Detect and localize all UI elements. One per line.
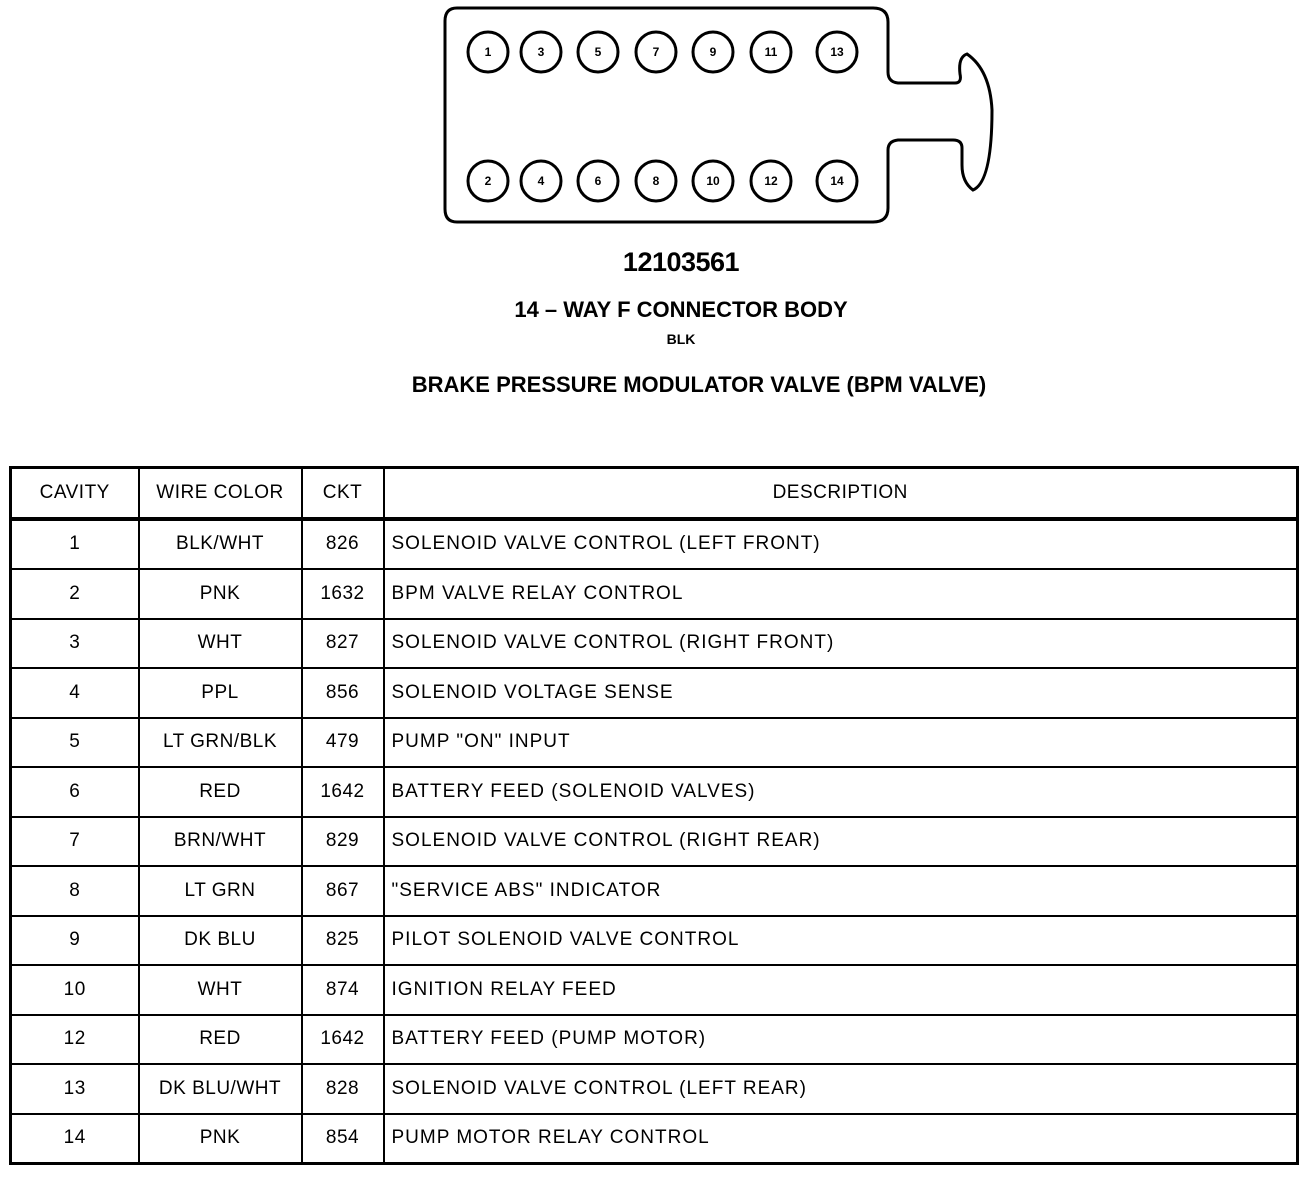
cell-ckt: 828 bbox=[302, 1064, 384, 1114]
cell-wire-color: RED bbox=[139, 767, 302, 817]
cell-cavity: 10 bbox=[11, 965, 139, 1015]
cavity-pin bbox=[468, 32, 508, 72]
cavity-number: 4 bbox=[537, 174, 545, 188]
table-row bbox=[11, 519, 1298, 570]
cavity-pin bbox=[468, 161, 508, 201]
cell-description: "SERVICE ABS" INDICATOR bbox=[384, 866, 1298, 916]
part-number: 12103561 bbox=[622, 247, 740, 277]
cell-ckt: 825 bbox=[302, 916, 384, 966]
cell-ckt: 867 bbox=[302, 866, 384, 916]
cavity-number: 13 bbox=[830, 45, 844, 59]
cavity-number: 8 bbox=[652, 174, 660, 188]
cell-cavity: 3 bbox=[11, 619, 139, 669]
cell-ckt: 827 bbox=[302, 619, 384, 669]
header-description: DESCRIPTION bbox=[384, 468, 1298, 519]
cell-cavity: 14 bbox=[11, 1114, 139, 1164]
cavity-number: 5 bbox=[594, 45, 602, 59]
cell-description: SOLENOID VOLTAGE SENSE bbox=[384, 668, 1298, 718]
table-body bbox=[11, 519, 1298, 1164]
cell-ckt: 826 bbox=[302, 519, 384, 570]
cell-cavity: 6 bbox=[11, 767, 139, 817]
header-cavity: CAVITY bbox=[11, 468, 139, 519]
cell-wire-color: PNK bbox=[139, 569, 302, 619]
cell-wire-color: DK BLU bbox=[139, 916, 302, 966]
cell-description: BPM VALVE RELAY CONTROL bbox=[384, 569, 1298, 619]
table-row bbox=[11, 718, 1298, 768]
cell-wire-color: RED bbox=[139, 1015, 302, 1065]
cell-description: PILOT SOLENOID VALVE CONTROL bbox=[384, 916, 1298, 966]
cell-cavity: 5 bbox=[11, 718, 139, 768]
cavity-pin bbox=[751, 32, 791, 72]
table-row bbox=[11, 916, 1298, 966]
cell-cavity: 4 bbox=[11, 668, 139, 718]
cavity-pin bbox=[751, 161, 791, 201]
cell-ckt: 874 bbox=[302, 965, 384, 1015]
cell-description: PUMP MOTOR RELAY CONTROL bbox=[384, 1114, 1298, 1164]
cell-cavity: 12 bbox=[11, 1015, 139, 1065]
cell-wire-color: WHT bbox=[139, 619, 302, 669]
table-row bbox=[11, 965, 1298, 1015]
cavity-pin bbox=[578, 161, 618, 201]
cell-wire-color: BLK/WHT bbox=[139, 519, 302, 570]
cavity-pin bbox=[817, 32, 857, 72]
cell-wire-color: WHT bbox=[139, 965, 302, 1015]
cell-cavity: 7 bbox=[11, 817, 139, 867]
connector-body-outline bbox=[445, 8, 992, 222]
table-row bbox=[11, 619, 1298, 669]
cavity-number: 3 bbox=[537, 45, 545, 59]
table-row bbox=[11, 1114, 1298, 1164]
cavity-pin bbox=[521, 32, 561, 72]
cell-wire-color: DK BLU/WHT bbox=[139, 1064, 302, 1114]
pinout-table bbox=[9, 466, 1299, 1165]
cavity-number: 12 bbox=[764, 174, 778, 188]
cavity-pin bbox=[636, 161, 676, 201]
cell-wire-color: PNK bbox=[139, 1114, 302, 1164]
cell-description: SOLENOID VALVE CONTROL (RIGHT REAR) bbox=[384, 817, 1298, 867]
cell-description: BATTERY FEED (SOLENOID VALVES) bbox=[384, 767, 1298, 817]
table-row bbox=[11, 767, 1298, 817]
cell-wire-color: PPL bbox=[139, 668, 302, 718]
header-wire-color: WIRE COLOR bbox=[139, 468, 302, 519]
cavity-pin bbox=[817, 161, 857, 201]
connector-color: BLK bbox=[666, 331, 696, 347]
table-header-row bbox=[11, 468, 1298, 519]
table-row bbox=[11, 569, 1298, 619]
cavity-number: 6 bbox=[594, 174, 602, 188]
table-row bbox=[11, 817, 1298, 867]
cell-description: SOLENOID VALVE CONTROL (RIGHT FRONT) bbox=[384, 619, 1298, 669]
table-row bbox=[11, 1064, 1298, 1114]
cell-ckt: 1642 bbox=[302, 767, 384, 817]
header-ckt: CKT bbox=[302, 468, 384, 519]
cell-description: SOLENOID VALVE CONTROL (LEFT FRONT) bbox=[384, 519, 1298, 570]
cell-description: PUMP "ON" INPUT bbox=[384, 718, 1298, 768]
cell-ckt: 854 bbox=[302, 1114, 384, 1164]
cavity-number: 10 bbox=[706, 174, 720, 188]
cavity-number: 2 bbox=[484, 174, 492, 188]
component-name: BRAKE PRESSURE MODULATOR VALVE (BPM VALVE) bbox=[411, 372, 987, 397]
connector-name: 14 – WAY F CONNECTOR BODY bbox=[514, 297, 848, 322]
connector-diagram bbox=[0, 0, 1312, 250]
cell-ckt: 1632 bbox=[302, 569, 384, 619]
pins-top-row bbox=[468, 32, 857, 72]
cell-cavity: 8 bbox=[11, 866, 139, 916]
pins-bottom-row bbox=[468, 161, 857, 201]
cell-cavity: 9 bbox=[11, 916, 139, 966]
table-row bbox=[11, 668, 1298, 718]
cell-wire-color: LT GRN bbox=[139, 866, 302, 916]
table-row bbox=[11, 1015, 1298, 1065]
cell-wire-color: BRN/WHT bbox=[139, 817, 302, 867]
table-row bbox=[11, 866, 1298, 916]
cavity-pin bbox=[636, 32, 676, 72]
cell-cavity: 13 bbox=[11, 1064, 139, 1114]
cell-description: SOLENOID VALVE CONTROL (LEFT REAR) bbox=[384, 1064, 1298, 1114]
cavity-pin bbox=[521, 161, 561, 201]
cell-ckt: 829 bbox=[302, 817, 384, 867]
cavity-number: 7 bbox=[652, 45, 660, 59]
cavity-pin bbox=[693, 161, 733, 201]
cell-wire-color: LT GRN/BLK bbox=[139, 718, 302, 768]
cavity-number: 11 bbox=[764, 45, 778, 59]
cavity-number: 1 bbox=[484, 45, 492, 59]
cell-description: BATTERY FEED (PUMP MOTOR) bbox=[384, 1015, 1298, 1065]
cell-ckt: 1642 bbox=[302, 1015, 384, 1065]
cell-cavity: 1 bbox=[11, 519, 139, 570]
cavity-pin bbox=[578, 32, 618, 72]
cavity-number: 14 bbox=[830, 174, 844, 188]
cell-description: IGNITION RELAY FEED bbox=[384, 965, 1298, 1015]
cell-ckt: 479 bbox=[302, 718, 384, 768]
cavity-pin bbox=[693, 32, 733, 72]
cell-cavity: 2 bbox=[11, 569, 139, 619]
cavity-number: 9 bbox=[709, 45, 717, 59]
cell-ckt: 856 bbox=[302, 668, 384, 718]
